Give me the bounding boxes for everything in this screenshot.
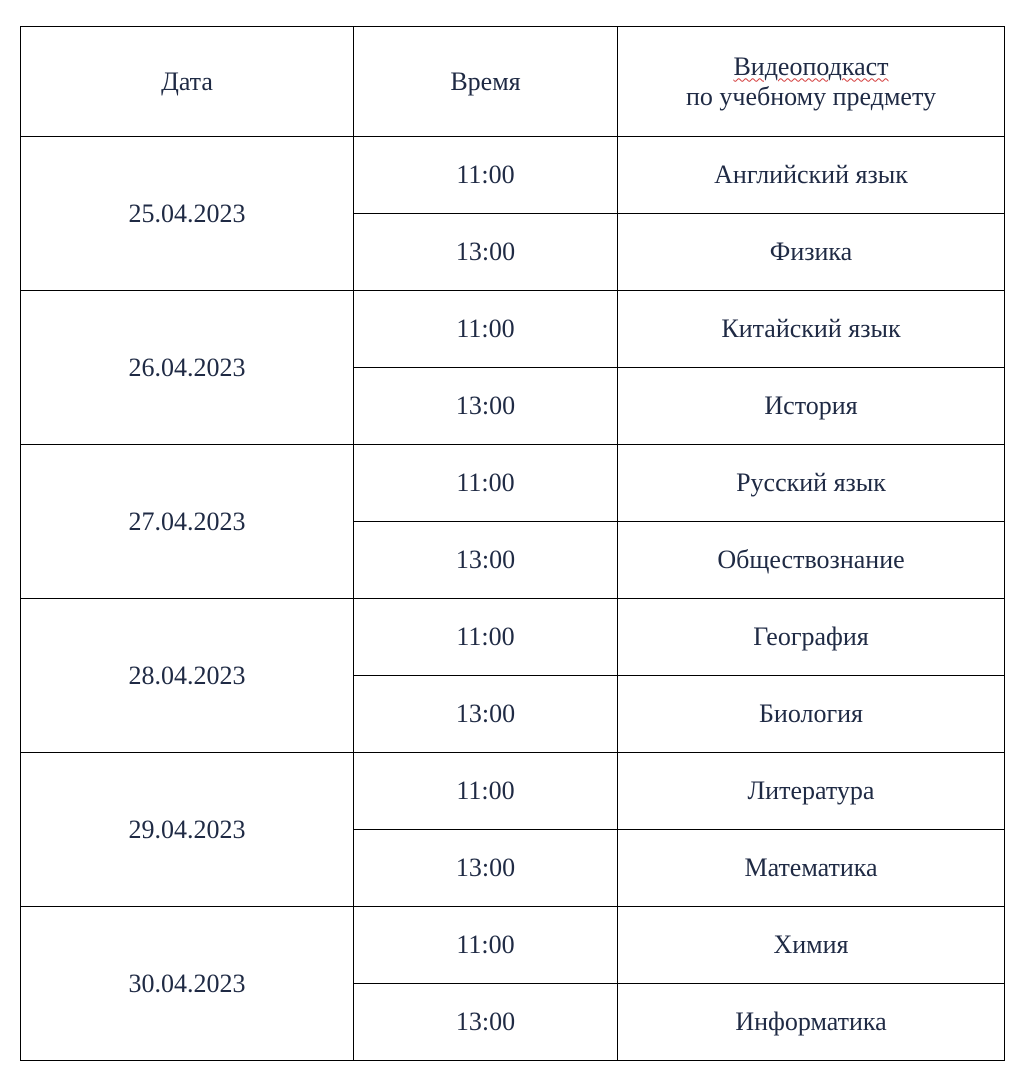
time-cell: 13:00 [354,368,618,445]
time-cell: 13:00 [354,830,618,907]
header-subject-line2: по учебному предмету [686,81,936,111]
date-cell: 30.04.2023 [21,907,354,1061]
subject-cell: Физика [618,214,1005,291]
time-cell: 11:00 [354,291,618,368]
date-cell: 29.04.2023 [21,753,354,907]
date-cell: 27.04.2023 [21,445,354,599]
header-date: Дата [21,27,354,137]
header-time: Время [354,27,618,137]
time-cell: 11:00 [354,137,618,214]
subject-cell: Обществознание [618,522,1005,599]
date-cell: 28.04.2023 [21,599,354,753]
subject-cell: Биология [618,676,1005,753]
subject-cell: География [618,599,1005,676]
subject-cell: Литература [618,753,1005,830]
time-cell: 13:00 [354,984,618,1061]
table-row [21,445,1005,522]
header-row [21,27,1005,137]
schedule-table [20,26,1005,1061]
table-row [21,291,1005,368]
table-row [21,137,1005,214]
table-row [21,907,1005,984]
subject-cell: Математика [618,830,1005,907]
subject-cell: Химия [618,907,1005,984]
time-cell: 13:00 [354,522,618,599]
subject-cell: Русский язык [618,445,1005,522]
subject-cell: Английский язык [618,137,1005,214]
date-cell: 26.04.2023 [21,291,354,445]
subject-cell: Информатика [618,984,1005,1061]
header-subject [618,27,1005,137]
date-cell: 25.04.2023 [21,137,354,291]
table-row [21,753,1005,830]
time-cell: 11:00 [354,445,618,522]
subject-cell: Китайский язык [618,291,1005,368]
time-cell: 11:00 [354,907,618,984]
subject-cell: История [618,368,1005,445]
time-cell: 13:00 [354,676,618,753]
header-subject-line1: Видеоподкаст [733,51,889,81]
time-cell: 11:00 [354,753,618,830]
table-row [21,599,1005,676]
time-cell: 11:00 [354,599,618,676]
time-cell: 13:00 [354,214,618,291]
